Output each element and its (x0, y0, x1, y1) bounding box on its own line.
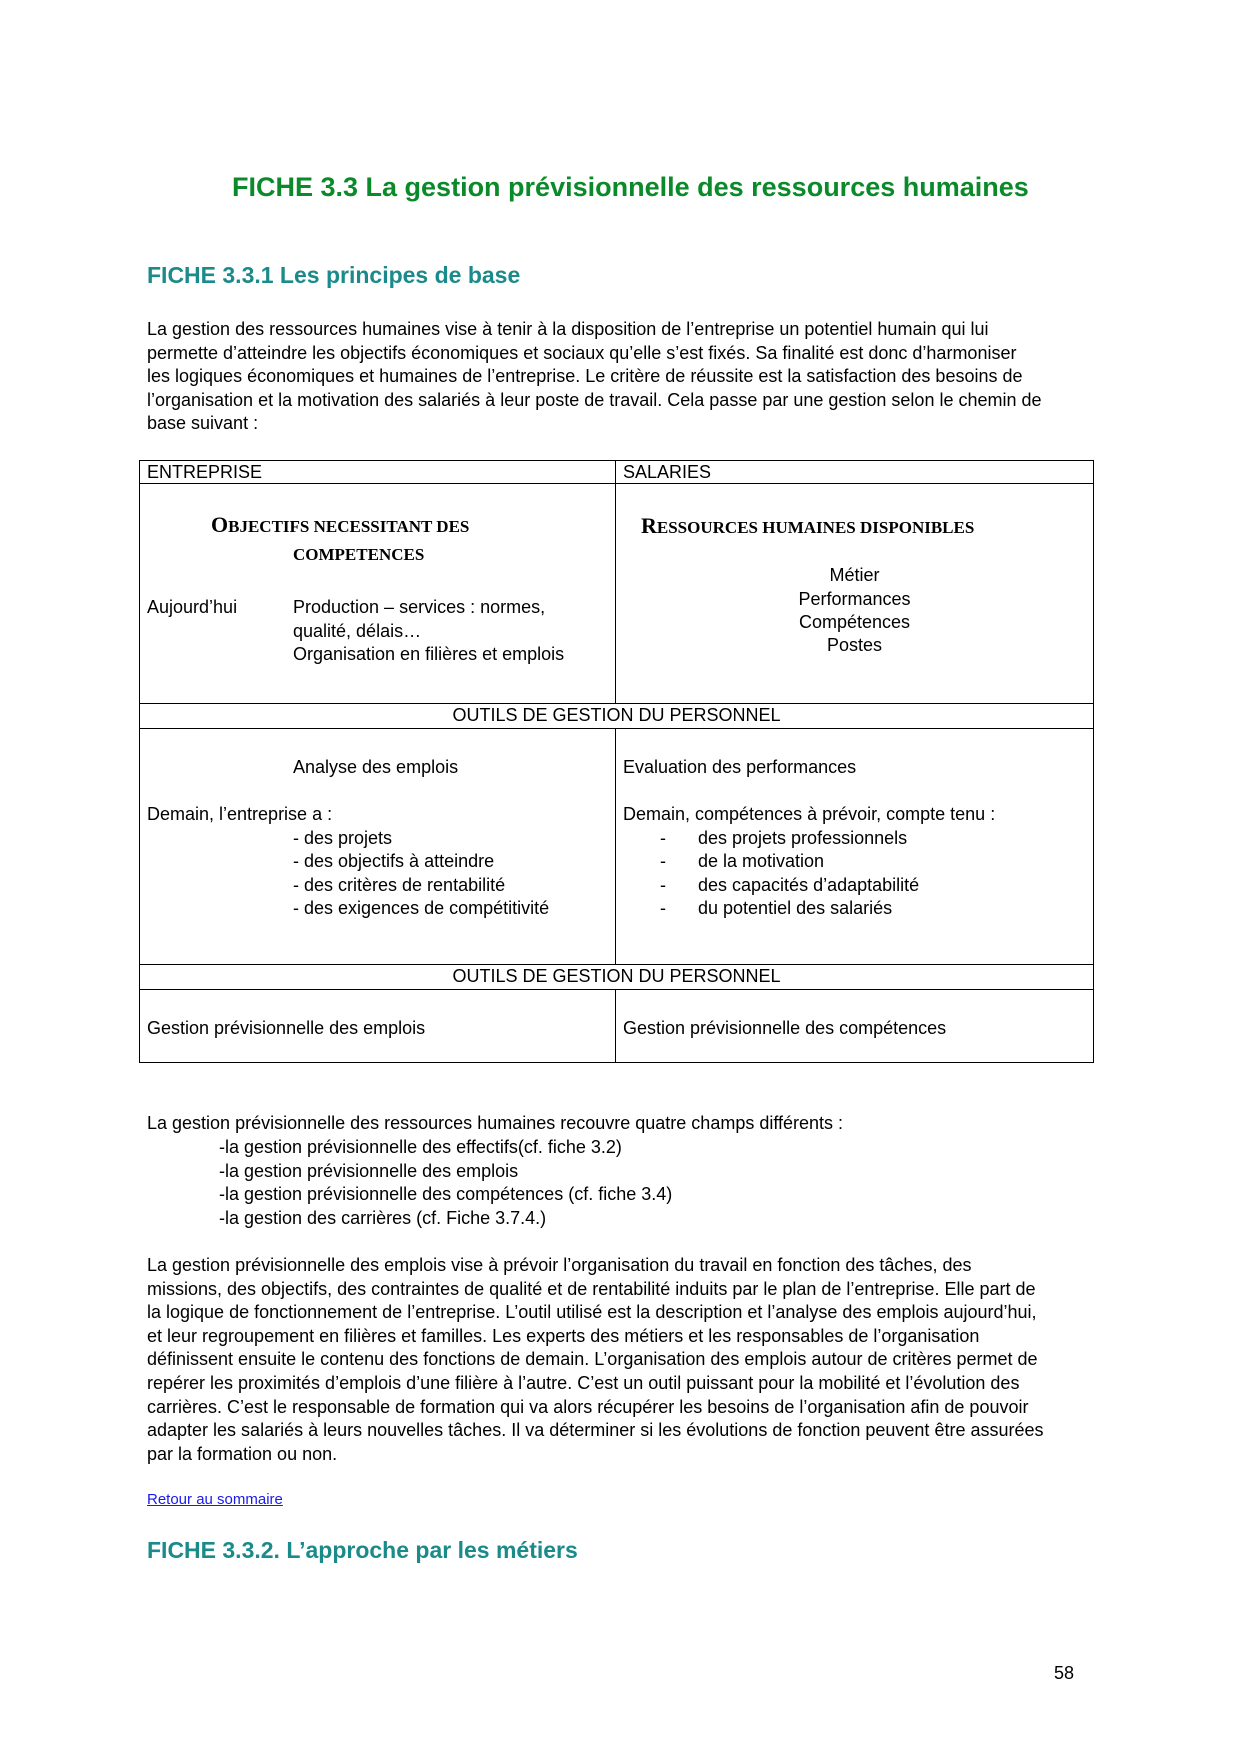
today-label: Aujourd’hui (147, 597, 238, 617)
table-border (139, 989, 1094, 990)
intro-line: base suivant : (147, 413, 259, 434)
ressource-item: Postes (826, 635, 883, 655)
gpe-line: carrières. C’est le responsable de formation qui va alors récupérer les besoins de l’organisation afin de pouvoir (147, 1396, 1029, 1417)
objectifs-title-line2: COMPETENCES (293, 545, 425, 564)
gpe-line: La gestion prévisionnelle des emplois vise à prévoir l’organisation du travail en fonction des tâches, des (147, 1255, 972, 1275)
header-salaries: SALARIES (623, 462, 712, 482)
back-to-summary-link[interactable]: Retour au sommaire (147, 1491, 283, 1508)
ressource-item: Compétences (798, 612, 911, 632)
gp-competences: Gestion prévisionnelle des compétences (623, 1018, 947, 1038)
ressources-title-rest: ESSOURCES HUMAINES DISPONIBLES (656, 518, 975, 537)
gpe-line: missions, des objectifs, des contraintes de qualité et de rentabilité induits par le plan de l’entreprise. Elle part de (147, 1278, 1036, 1299)
demain-entreprise-item: - des critères de rentabilité (293, 875, 506, 895)
table-border (615, 989, 616, 1062)
ressource-item: Performances (798, 589, 911, 609)
demain-entreprise-item: - des exigences de compétitivité (293, 898, 550, 918)
ressources-title (641, 513, 974, 539)
champs-item: -la gestion prévisionnelle des effectifs(cf. fiche 3.2) (219, 1137, 622, 1157)
demain-competences-item: des projets professionnels (698, 828, 908, 848)
intro-line: permette d’atteindre les objectifs économiques et sociaux qu’elle s’est fixés. Sa finalité est donc d’harmoniser (147, 342, 1017, 363)
table-border (1093, 460, 1094, 1063)
section-heading-metiers: FICHE 3.3.2. L’approche par les métiers (147, 1537, 578, 1563)
champs-item: -la gestion prévisionnelle des compétences (cf. fiche 3.4) (219, 1184, 673, 1205)
gpe-line: repérer les proximités d’emplois d’une filière à l’autre. C’est un outil puissant pour la mobilité et l’évolution des (147, 1372, 1020, 1393)
today-item: qualité, délais… (293, 621, 422, 641)
champs-item: -la gestion prévisionnelle des emplois (219, 1160, 519, 1181)
gpe-paragraph (147, 1254, 1044, 1466)
demain-entreprise-item: - des objectifs à atteindre (293, 851, 495, 871)
today-item: Organisation en filières et emplois (293, 644, 565, 664)
gpe-line: par la formation ou non. (147, 1443, 338, 1464)
bullet-dash: - (660, 898, 666, 918)
section-heading-principes: FICHE 3.3.1 Les principes de base (147, 262, 521, 288)
intro-line: La gestion des ressources humaines vise à tenir à la disposition de l’entreprise un potentiel humain qui lui (147, 319, 989, 339)
ressource-item: Métier (829, 565, 880, 585)
page-title: FICHE 3.3 La gestion prévisionnelle des ressources humaines (232, 172, 1029, 202)
demain-competences-item: de la motivation (698, 851, 825, 871)
demain-competences-item: du potentiel des salariés (698, 898, 893, 918)
objectifs-title-rest: BJECTIFS NECESSITANT DES (228, 517, 470, 536)
ressources-title-cap: R (641, 513, 657, 538)
page-number: 58 (1054, 1663, 1075, 1683)
gpe-line: la logique de fonctionnement de l’entreprise. L’outil utilisé est la description et l’analyse des emplois aujourd’hui, (147, 1302, 1037, 1323)
bullet-dash: - (660, 875, 666, 895)
bullet-dash: - (660, 828, 666, 848)
intro-line: les logiques économiques et humaines de l’entreprise. Le critère de réussite est la satisfaction des besoins de (147, 366, 1023, 387)
demain-entreprise-item: - des projets (293, 828, 393, 848)
champs-item: -la gestion des carrières (cf. Fiche 3.7.4.) (219, 1207, 547, 1228)
table-border (139, 460, 1094, 461)
table-border (615, 728, 616, 964)
demain-competences-item: des capacités d’adaptabilité (698, 875, 920, 895)
gp-emplois: Gestion prévisionnelle des emplois (147, 1018, 426, 1038)
gpe-line: définissent ensuite le contenu des fonctions de demain. L’organisation des emplois autour de critères permet de (147, 1349, 1038, 1370)
objectifs-title-cap: O (211, 512, 229, 537)
objectifs-title (211, 512, 469, 538)
today-item: Production – services : normes, (293, 597, 546, 617)
demain-entreprise-label: Demain, l’entreprise a : (147, 804, 333, 824)
analyse-label: Analyse des emplois (293, 757, 459, 777)
demain-competences-label: Demain, compétences à prévoir, compte tenu : (623, 804, 996, 824)
champs-intro: La gestion prévisionnelle des ressources humaines recouvre quatre champs différents : (147, 1113, 844, 1133)
champs-list (219, 1136, 672, 1230)
tools-header: OUTILS DE GESTION DU PERSONNEL (452, 966, 781, 986)
table-border (139, 728, 1094, 729)
evaluation-label: Evaluation des performances (623, 757, 857, 777)
bullet-dash: - (660, 851, 666, 871)
table-border (139, 483, 1094, 484)
gpe-line: et leur regroupement en filières et familles. Les experts des métiers et les responsables de l’organisation (147, 1325, 980, 1346)
tools-header: OUTILS DE GESTION DU PERSONNEL (452, 705, 781, 725)
header-entreprise: ENTREPRISE (147, 462, 263, 482)
table-border (139, 1062, 1094, 1063)
gpe-line: adapter les salariés à leurs nouvelles tâches. Il va déterminer si les évolutions de fonction peuvent être assurées (147, 1420, 1044, 1441)
intro-line: l’organisation et la motivation des salariés à leur poste de travail. Cela passe par une gestion selon le chemin de (147, 389, 1042, 410)
